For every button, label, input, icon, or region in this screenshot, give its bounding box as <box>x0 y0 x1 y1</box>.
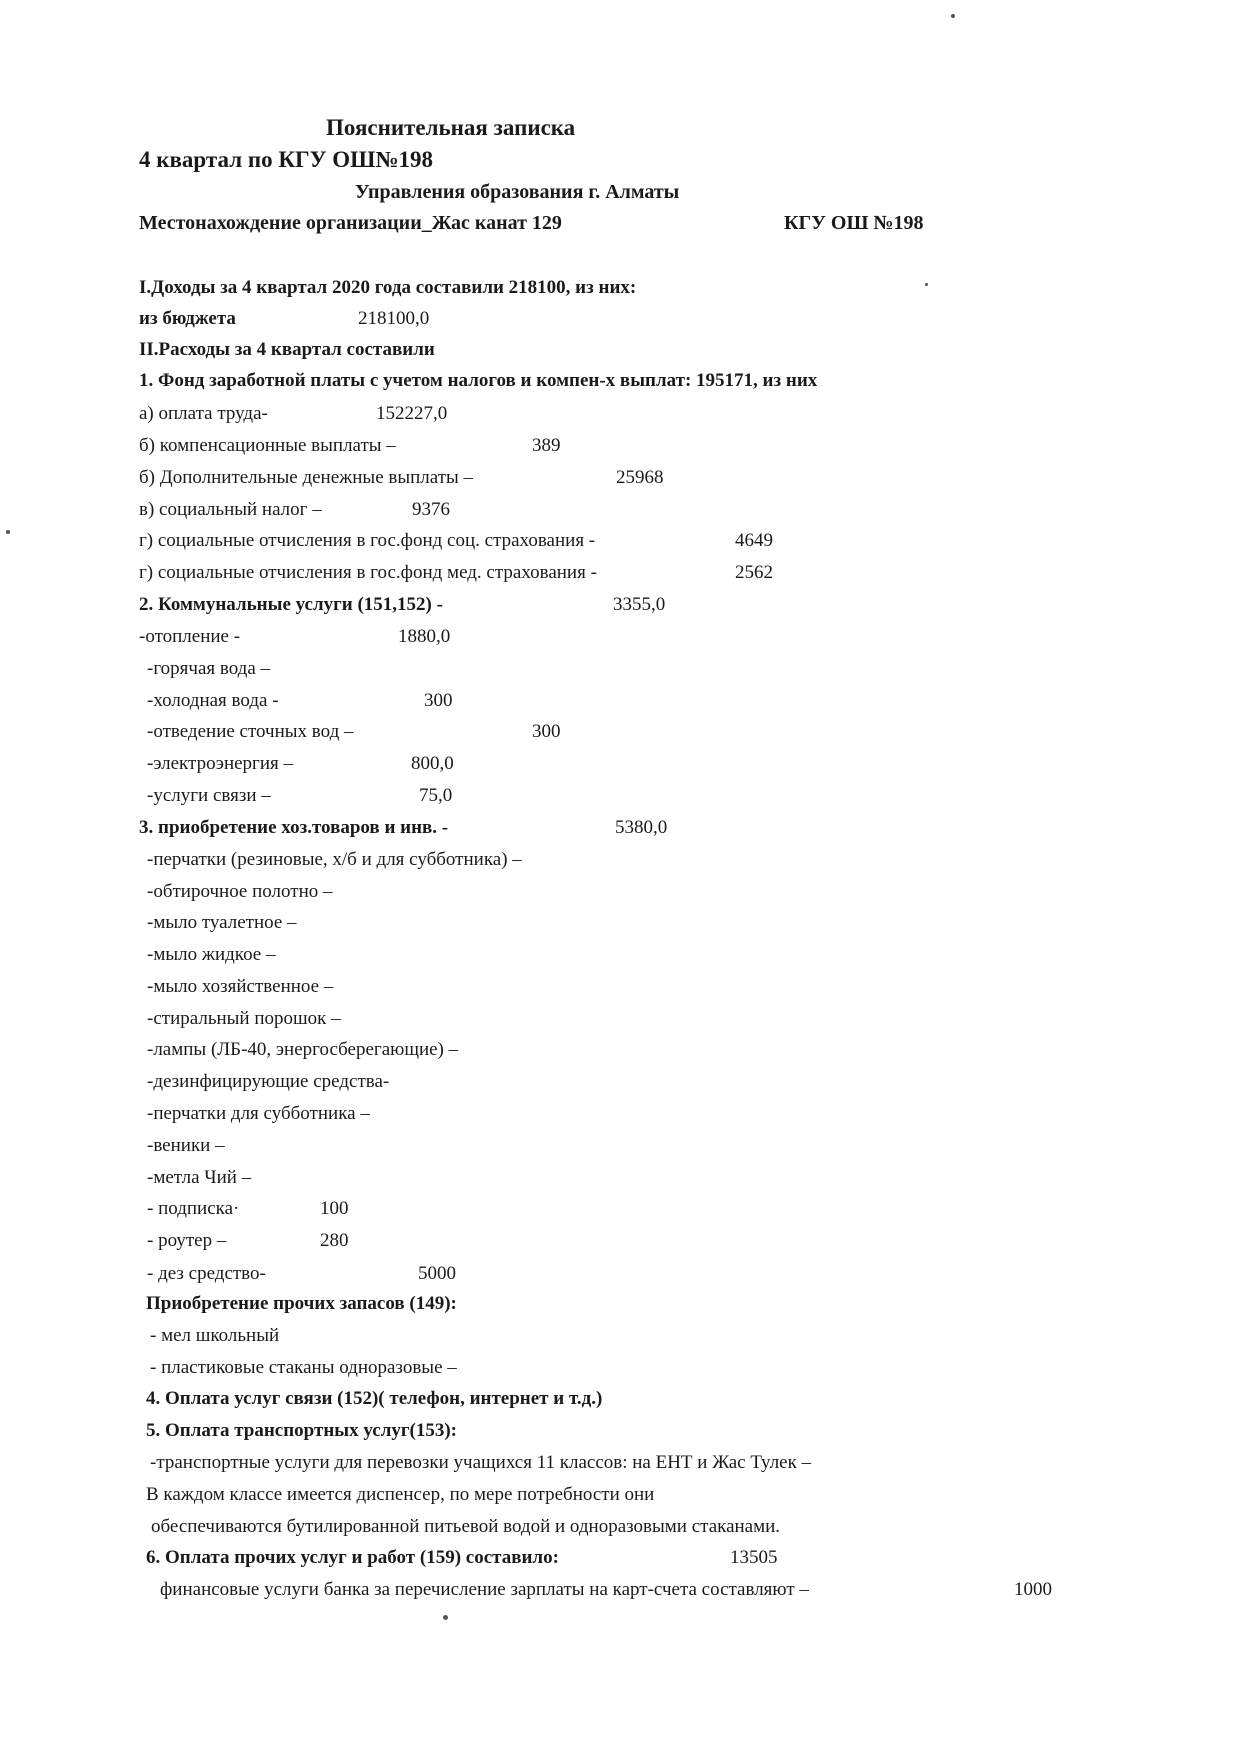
scan-speck <box>443 1615 448 1620</box>
organization-name: КГУ ОШ №198 <box>784 212 924 234</box>
other-stock-item: - пластиковые стаканы одноразовые – <box>150 1357 457 1378</box>
payroll-item-label: г) социальные отчисления в гос.фонд соц. страхования - <box>139 530 596 551</box>
utility-item-label: -услуги связи – <box>147 785 271 806</box>
payroll-item-label: г) социальные отчисления в гос.фонд мед. страхования - <box>139 562 597 583</box>
comm-services-heading: 4. Оплата услуг связи (152)( телефон, интернет и т.д.) <box>146 1388 603 1409</box>
supplies-heading: 3. приобретение хоз.товаров и инв. - <box>139 817 449 838</box>
department-line: Управления образования г. Алматы <box>355 181 680 203</box>
supply-item-value: 280 <box>320 1230 349 1251</box>
budget-label: из бюджета <box>139 308 236 329</box>
expenses-heading: II.Расходы за 4 квартал составили <box>139 339 435 360</box>
supply-item-label: - дез средство- <box>147 1263 266 1284</box>
supply-item-label: - подписка· <box>147 1198 240 1219</box>
payroll-item-label: б) компенсационные выплаты – <box>139 435 396 456</box>
supply-item-label: -перчатки (резиновые, х/б и для субботника) – <box>147 849 522 870</box>
utility-item-label: -холодная вода - <box>147 690 279 711</box>
utility-item-value: 75,0 <box>419 785 453 806</box>
utility-item-value: 300 <box>532 721 561 742</box>
utility-item-value: 300 <box>424 690 453 711</box>
supply-item-label: -мыло туалетное – <box>147 912 297 933</box>
supply-item-label: -мыло жидкое – <box>147 944 276 965</box>
location-line: Местонахождение организации_Жас канат 129 <box>139 212 562 234</box>
document-subtitle: 4 квартал по КГУ ОШ№198 <box>139 147 434 172</box>
utility-item-label: -горячая вода – <box>147 658 271 679</box>
supply-item-label: -обтирочное полотно – <box>147 881 333 902</box>
payroll-item-value: 25968 <box>616 467 664 488</box>
budget-value: 218100,0 <box>358 308 430 329</box>
supply-item-label: -лампы (ЛБ-40, энергосберегающие) – <box>147 1039 459 1060</box>
other-stock-item: - мел школьный <box>150 1325 280 1346</box>
supply-item-label: -стиральный порошок – <box>147 1008 341 1029</box>
other-services-total: 13505 <box>730 1547 778 1568</box>
scan-speck <box>951 14 955 18</box>
supply-item-label: -перчатки для субботника – <box>147 1103 370 1124</box>
income-heading: I.Доходы за 4 квартал 2020 года составили 218100, из них: <box>139 277 637 298</box>
transport-line: В каждом классе имеется диспенсер, по мере потребности они <box>146 1484 655 1505</box>
payroll-item-label: а) оплата труда- <box>139 403 268 424</box>
transport-line: обеспечиваются бутилированной питьевой водой и одноразовыми стаканами. <box>151 1516 781 1537</box>
utility-item-value: 800,0 <box>411 753 454 774</box>
payroll-heading: 1. Фонд заработной платы с учетом налогов и компен-х выплат: 195171, из них <box>139 370 818 391</box>
other-stock-heading: Приобретение прочих запасов (149): <box>146 1293 457 1314</box>
supply-item-label: -веники – <box>147 1135 225 1156</box>
utility-item-label: -отопление - <box>139 626 241 647</box>
utilities-total: 3355,0 <box>613 594 666 615</box>
scan-speck <box>925 283 928 286</box>
supply-item-label: -дезинфицирующие средства- <box>147 1071 390 1092</box>
bank-services-label: финансовые услуги банка за перечисление зарплаты на карт-счета составляют – <box>160 1579 809 1600</box>
payroll-item-value: 2562 <box>735 562 773 583</box>
utility-item-value: 1880,0 <box>398 626 451 647</box>
payroll-item-value: 4649 <box>735 530 773 551</box>
payroll-item-value: 389 <box>532 435 561 456</box>
supply-item-value: 5000 <box>418 1263 456 1284</box>
payroll-item-label: в) социальный налог – <box>139 499 322 520</box>
document-title: Пояснительная записка <box>326 115 576 140</box>
scan-speck <box>6 530 10 534</box>
supply-item-label: -мыло хозяйственное – <box>147 976 334 997</box>
supplies-total: 5380,0 <box>615 817 668 838</box>
payroll-item-label: б) Дополнительные денежные выплаты – <box>139 467 474 488</box>
utilities-heading: 2. Коммунальные услуги (151,152) - <box>139 594 443 615</box>
payroll-item-value: 152227,0 <box>376 403 448 424</box>
transport-heading: 5. Оплата транспортных услуг(153): <box>146 1420 457 1441</box>
utility-item-label: -электроэнергия – <box>147 753 294 774</box>
payroll-item-value: 9376 <box>412 499 450 520</box>
bank-services-value: 1000 <box>1014 1579 1052 1600</box>
transport-line: -транспортные услуги для перевозки учащихся 11 классов: на ЕНТ и Жас Тулек – <box>150 1452 812 1473</box>
supply-item-label: -метла Чий – <box>147 1167 252 1188</box>
other-services-heading: 6. Оплата прочих услуг и работ (159) составило: <box>146 1547 559 1568</box>
supply-item-label: - роутер – <box>147 1230 227 1251</box>
utility-item-label: -отведение сточных вод – <box>147 721 354 742</box>
supply-item-value: 100 <box>320 1198 349 1219</box>
